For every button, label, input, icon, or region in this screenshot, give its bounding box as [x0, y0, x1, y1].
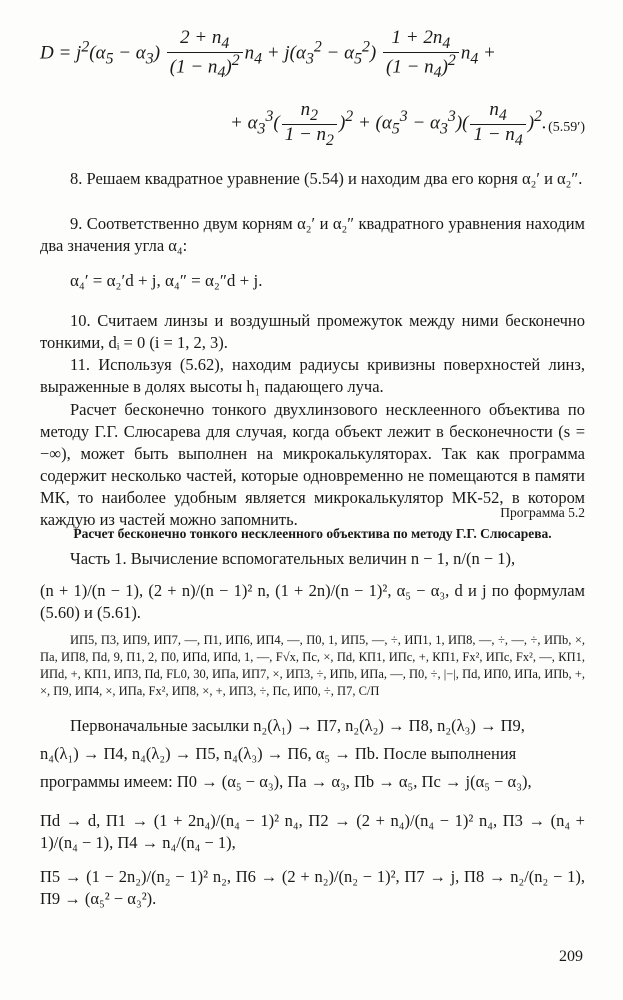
- calculation-paragraph: Расчет бесконечно тонкого двухлинзового несклеенного объектива по методу Г.Г. Слюсарева для случая, когда объект лежит в бесконечности (s = −∞), может быть выполнен на микрокалькуляторах. Так как программа содержит несколько частей, которые одновременно не помещаются в памяти МК, то наиболее удобным является микрокалькулятор МК-52, в котором каждую из частей можно запомнить.: [40, 400, 585, 529]
- program-caption: Расчет бесконечно тонкого несклеенного объектива по методу Г.Г. Слюсарева.: [73, 526, 552, 541]
- equation-label: (5.59′): [548, 120, 585, 135]
- step-9: 9. Соответственно двум корням α₂′ и α₂″ квадратного уравнения находим два значения угла α₄:: [40, 214, 585, 255]
- step-9-equation: α₄′ = α₂′d + j, α₄″ = α₂″d + j.: [70, 271, 263, 290]
- part-1-heading: Часть 1. Вычисление вспомогательных величин n − 1, n/(n − 1),: [70, 549, 516, 568]
- registers-line-2: П5 → (1 − 2n₂)/(n₂ − 1)² n₂, П6 → (2 + n₂)/(n₂ − 1)², П7 → j, П8 → n₂/(n₂ − 1), П9 → (α₅² − α₃²).: [40, 867, 585, 908]
- page-number: 209: [559, 948, 583, 965]
- initial-loads-line-1: Первоначальные засылки n₂(λ₁) → П7, n₂(λ₂) → П8, n₂(λ₃) → П9,: [70, 716, 525, 735]
- equation-5-59-line1: $D = j^2(\alpha_5 - \alpha_3)$ $\frac{2 + n_4}{(1 - n_4)^2}$ $n_4 + j(\alpha_3^2 - \alpha_5^2)$ $\frac{1 + 2n_4}{(1 - n_4)^2}$ $n_4$ +: [40, 27, 496, 81]
- step-11: 11. Используя (5.62), находим радиусы кривизны поверхностей линз, выраженные в долях высоты h₁ падающего луча.: [40, 355, 585, 396]
- equation-5-59-line2: + $\alpha_3^3$( $\frac{n_2}{1 - n_2}$ )$^2 + (\alpha_5^3 - \alpha_3^3)$( $\frac{n_4}{1 - n_4}$ )$^2$.: [230, 99, 547, 149]
- step-10: 10. Считаем линзы и воздушный промежуток между ними бесконечно тонкими, dᵢ = 0 (i = 1, 2, 3).: [40, 311, 585, 352]
- initial-loads-line-2: n₄(λ₁) → П4, n₄(λ₂) → П5, n₄(λ₃) → П6, α₅ → Пb. После выполнения: [40, 744, 517, 763]
- program-label: Программа 5.2: [500, 505, 585, 520]
- program-code: ИП5, П3, ИП9, ИП7, —, П1, ИП6, ИП4, —, П0, 1, ИП5, —, ÷, ИП1, 1, ИП8, —, ÷, —, ÷, ИПb, ×, Па, ИП8, Пd, 9, П1, 2, П0, ИПd, ИПd, 1, —, F√x, Пс, ×, Пd, КП1, ИПс, +, КП1, Fx², ИПс, Fx², —, КП1, ИПd, +, КП1, ИП3, Пd, FL0, 30, ИПа, ИП7, ×, ИП3, ÷, ИПb, ИПа, —, П0, ÷, |−|, Пd, ИП0, ИПа, ИПb, +, ×, П9, ИП4, ×, ИПа, Fx², ИП8, ×, +, ИП3, ÷, Пс, ИП0, ÷, П7, С/П: [40, 633, 585, 698]
- step-8: 8. Решаем квадратное уравнение (5.54) и находим два его корня α₂′ и α₂″.: [70, 169, 583, 188]
- registers-line-1: Пd → d, П1 → (1 + 2n₄)/(n₄ − 1)² n₄, П2 → (2 + n₄)/(n₄ − 1)² n₄, П3 → (n₄ + 1)/(n₄ − 1), П4 → n₄/(n₄ − 1),: [40, 811, 585, 852]
- part-1-formulas: (n + 1)/(n − 1), (2 + n)/(n − 1)² n, (1 + 2n)/(n − 1)², α₅ − α₃, d и j по формулам (5.60) и (5.61).: [40, 581, 585, 622]
- initial-loads-line-3: программы имеем: П0 → (α₅ − α₃), Па → α₃, Пb → α₅, Пс → j(α₅ − α₃),: [40, 772, 532, 791]
